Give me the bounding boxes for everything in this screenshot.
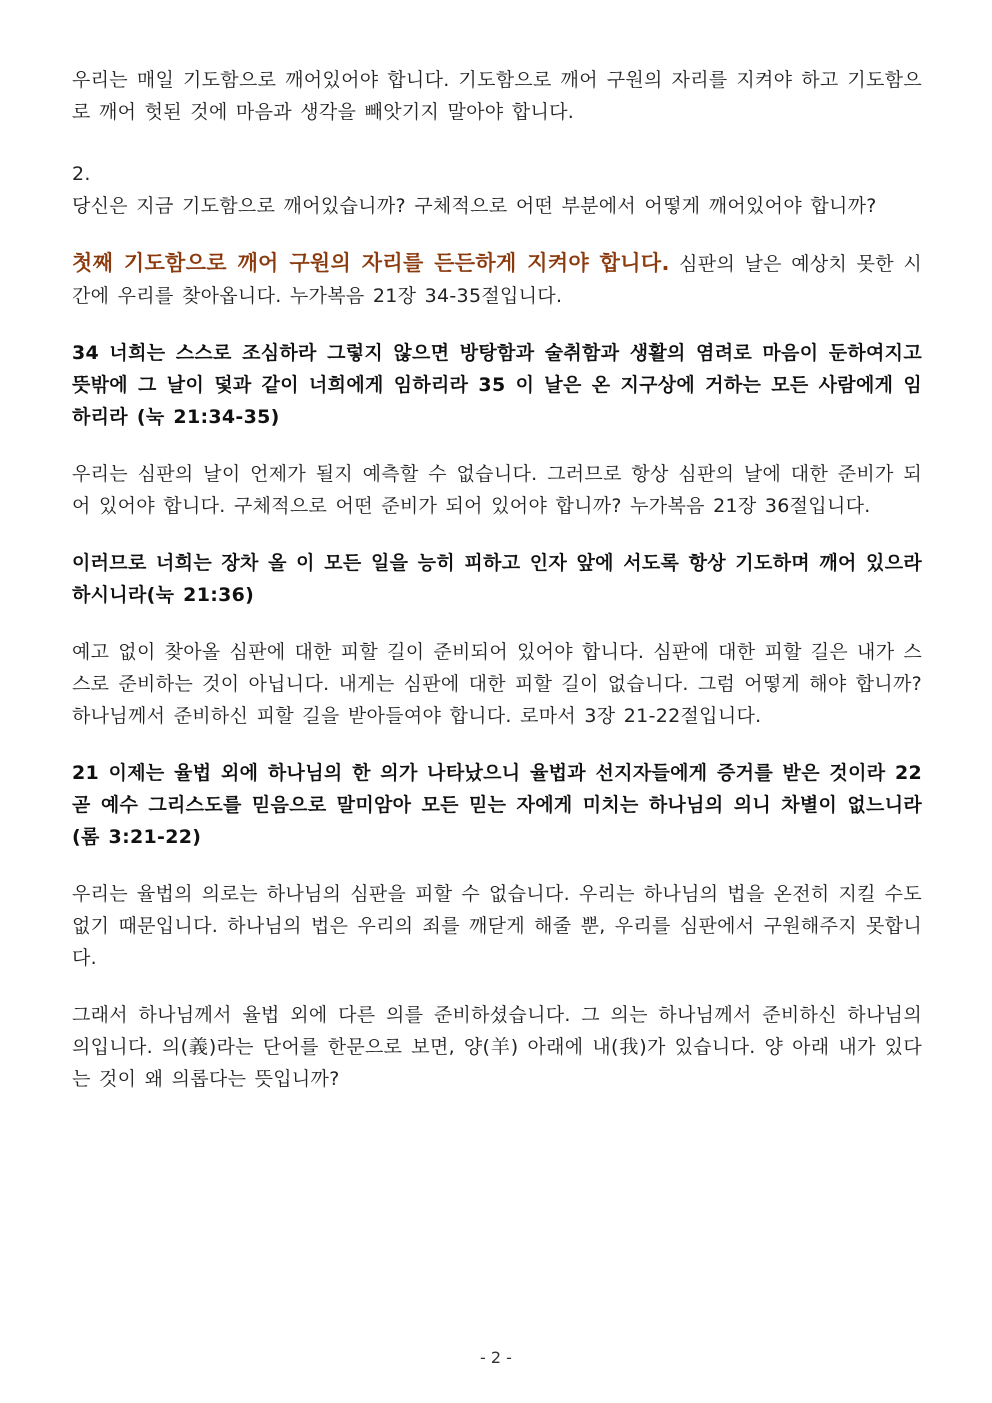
paragraph-intro: 우리는 매일 기도함으로 깨어있어야 합니다. 기도함으로 깨어 구원의 자리를 지켜야 하고 기도함으로 깨어 헛된 것에 마음과 생각을 빼앗기지 말아야 합니다. bbox=[72, 69, 922, 123]
scripture-luke-21-34: 34 너희는 스스로 조심하라 그렇지 않으면 방탕함과 술취함과 생활의 염려로 마음이 둔하여지고 뜻밖에 그 날이 덫과 같이 너희에게 임하리라 35 이 날은 온 지구상에 거하는 모든 사람에게 임하리라 (눅 21:34-35) bbox=[72, 342, 922, 428]
paragraph-escape-way: 예고 없이 찾아올 심판에 대한 피할 길이 준비되어 있어야 합니다. 심판에 대한 피할 길은 내가 스스로 준비하는 것이 아닙니다. 내게는 심판에 대한 피할 길이 없습니다. 그럼 어떻게 해야 합니까? 하나님께서 준비하신 피할 길을 받아들여야 합니다. 로마서 3장 21-22절입니다. bbox=[72, 641, 922, 727]
scripture-romans-3-21: 21 이제는 율법 외에 하나님의 한 의가 나타났으니 율법과 선지자들에게 증거를 받은 것이라 22 곧 예수 그리스도를 믿음으로 말미암아 모든 믿는 자에게 미치는 하나님의 의니 차별이 없느니라 (롬 3:21-22) bbox=[72, 762, 922, 848]
page-body bbox=[72, 64, 922, 1095]
point-one-text: 심판의 날은 예상치 못한 시간에 우리를 찾아옵니다. 누가복음 21장 34-35절입니다. bbox=[72, 253, 922, 307]
scripture-luke-21-36: 이러므로 너희는 장차 올 이 모든 일을 능히 피하고 인자 앞에 서도록 항상 기도하며 깨어 있으라 하시니라(눅 21:36) bbox=[72, 552, 922, 606]
question-number: 2. bbox=[72, 163, 91, 185]
question-text: 당신은 지금 기도함으로 깨어있습니까? 구체적으로 어떤 부분에서 어떻게 깨어있어야 합니까? bbox=[72, 195, 877, 217]
paragraph-gods-righteousness: 그래서 하나님께서 율법 외에 다른 의를 준비하셨습니다. 그 의는 하나님께서 준비하신 하나님의 의입니다. 의(義)라는 단어를 한문으로 보면, 양(羊) 아래에 내(我)가 있습니다. 양 아래 내가 있다는 것이 왜 의롭다는 뜻입니까? bbox=[72, 1004, 922, 1090]
paragraph-law-righteousness: 우리는 율법의 의로는 하나님의 심판을 피할 수 없습니다. 우리는 하나님의 법을 온전히 지킬 수도 없기 때문입니다. 하나님의 법은 우리의 죄를 깨닫게 해줄 뿐, 우리를 심판에서 구원해주지 못합니다. bbox=[72, 883, 922, 969]
page-number: - 2 - bbox=[480, 1348, 512, 1367]
paragraph-judgment-day: 우리는 심판의 날이 언제가 될지 예측할 수 없습니다. 그러므로 항상 심판의 날에 대한 준비가 되어 있어야 합니다. 구체적으로 어떤 준비가 되어 있어야 합니까? 누가복음 21장 36절입니다. bbox=[72, 463, 922, 517]
point-one-paragraph bbox=[72, 247, 922, 312]
point-one-heading: 첫째 기도함으로 깨어 구원의 자리를 든든하게 지켜야 합니다. bbox=[72, 251, 670, 275]
